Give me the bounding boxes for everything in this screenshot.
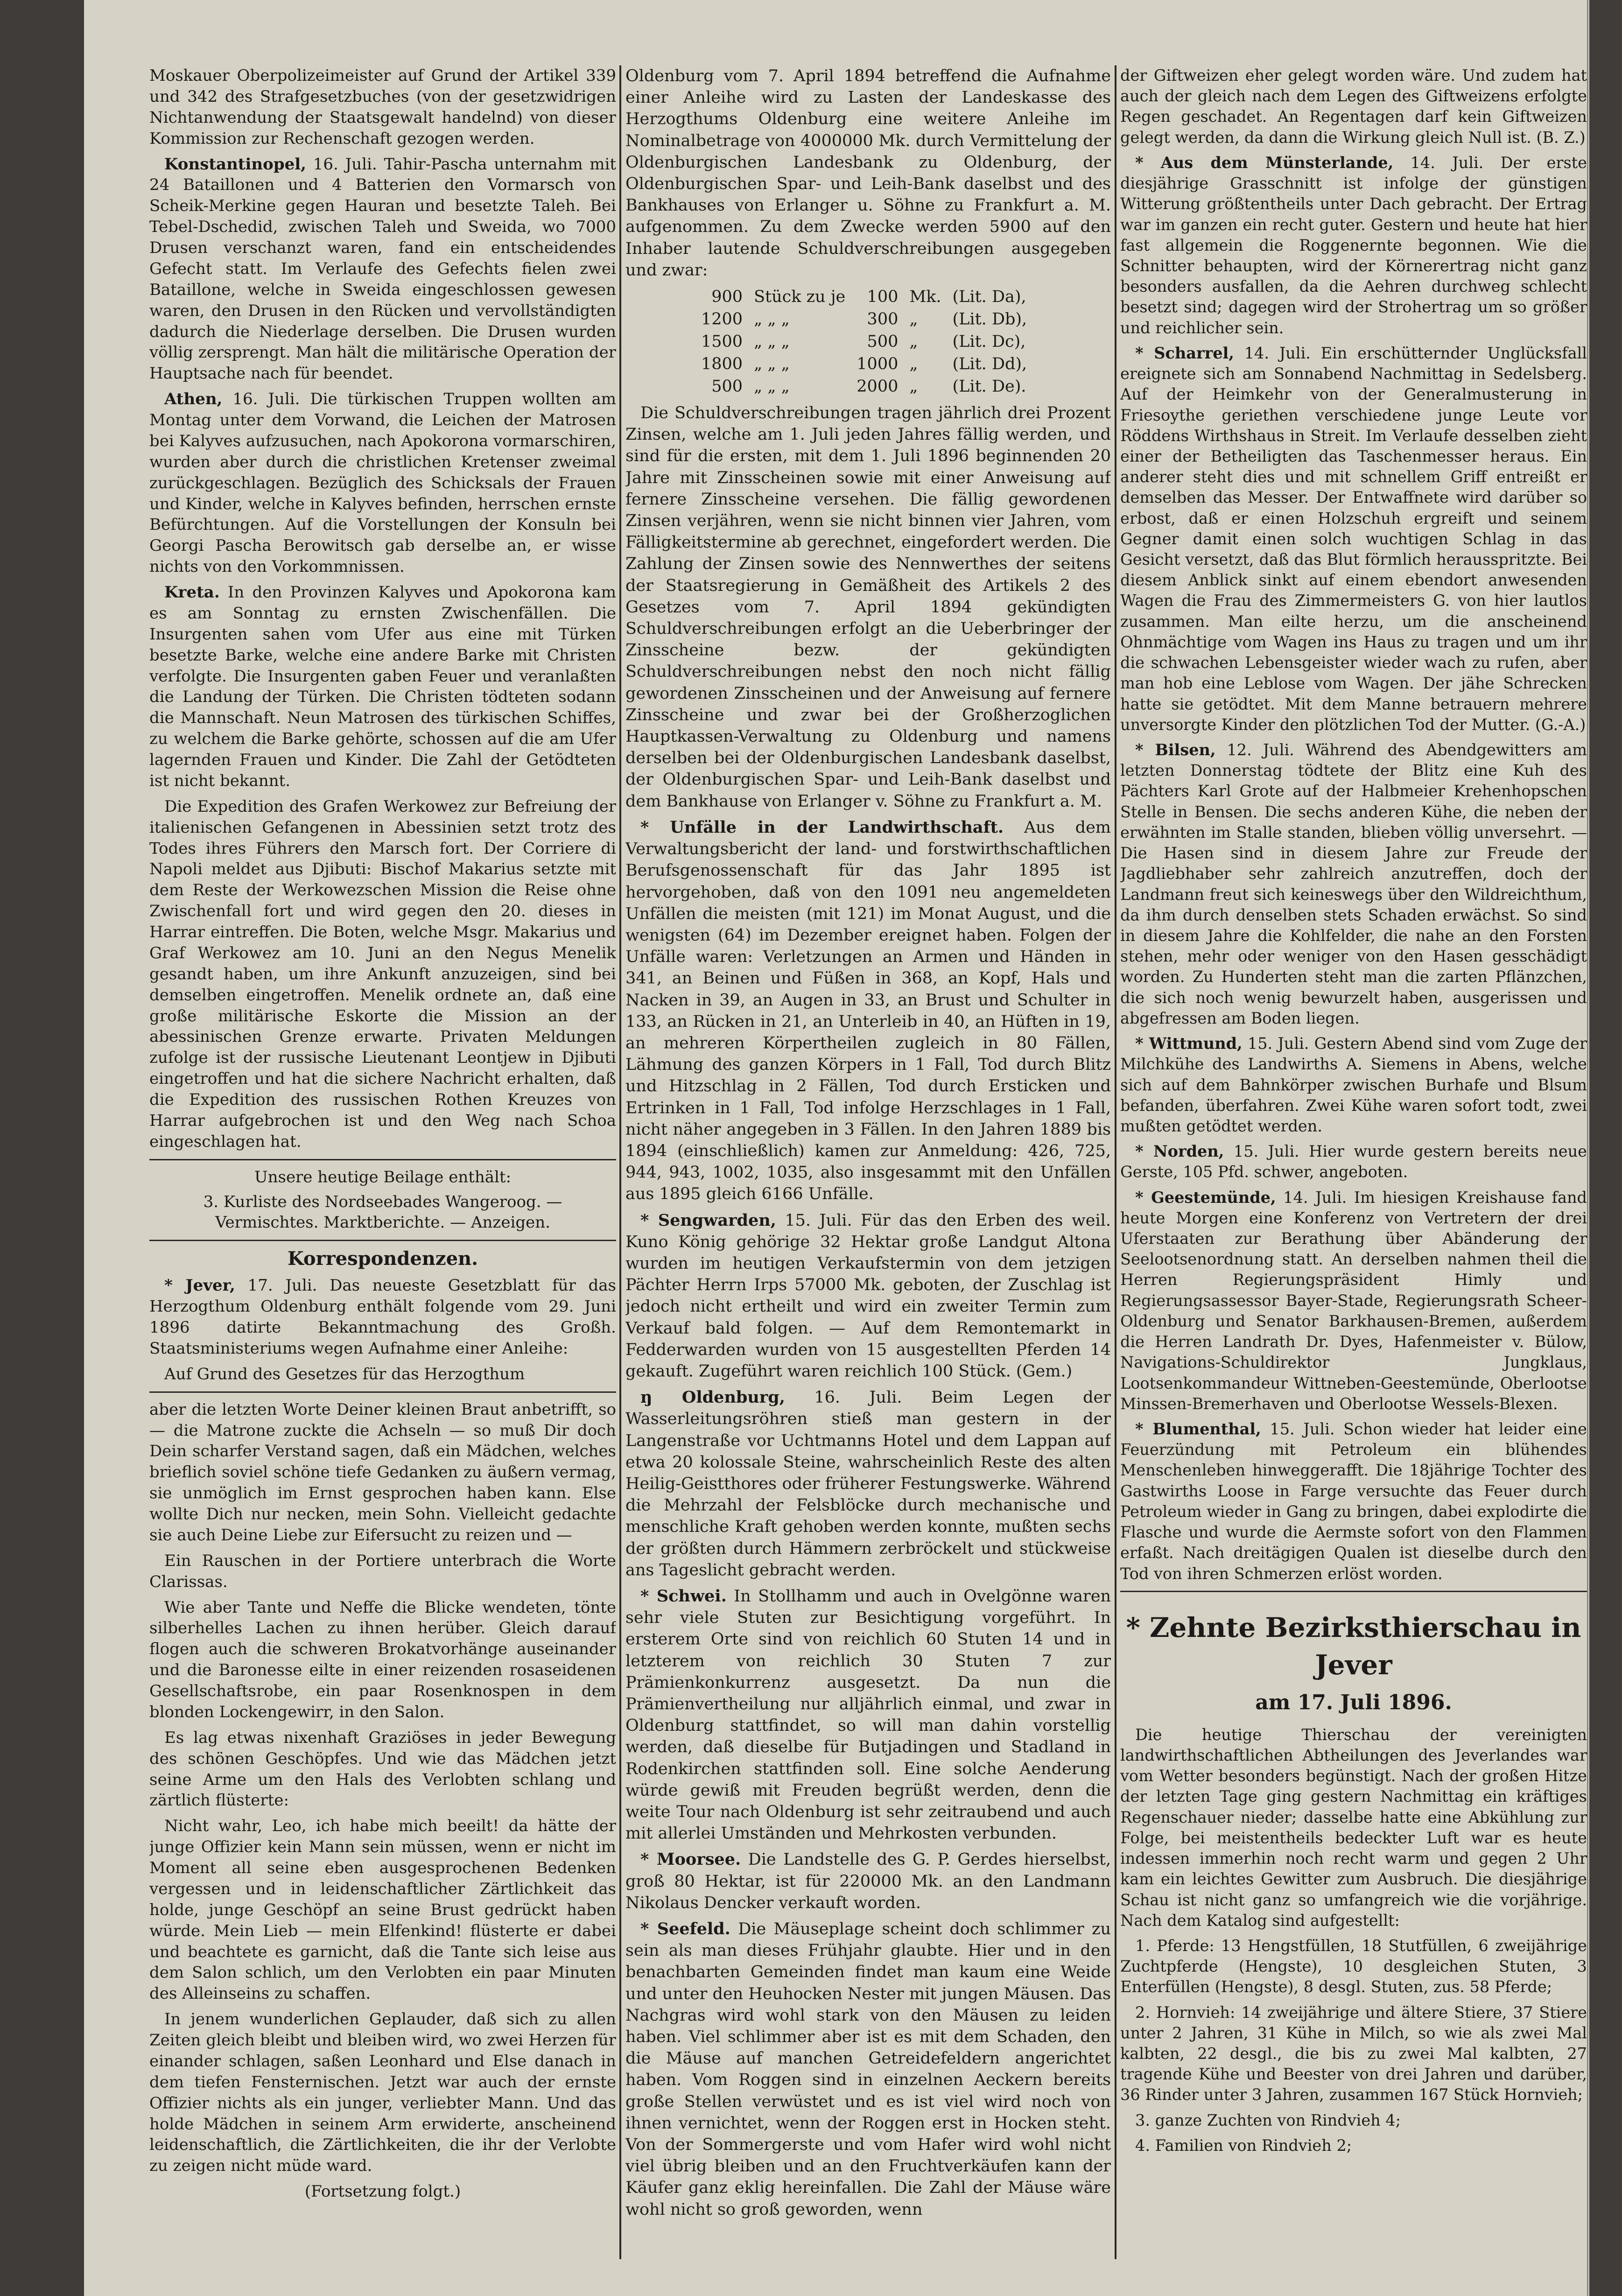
paragraph-text: 17. Juli. Das neueste Gesetzblatt für das Herzogthum Oldenburg enthält folgende vom 29. Juni 1896 datirte Bekanntmachung des Großh. Staatsministeriums wegen Aufnahme einer Anleihe: — [149, 1276, 616, 1358]
paragraph-kreta — [149, 582, 616, 792]
bond-table-row — [695, 308, 1032, 330]
column-rule-right — [1115, 65, 1116, 2259]
dateline: * Seefeld. — [640, 1919, 730, 1939]
dateline: * Blumenthal, — [1135, 1420, 1261, 1438]
section-heading: Korrespondenzen. — [287, 1248, 478, 1270]
bond-table-row — [695, 353, 1032, 375]
bond-table-cell: (Lit. Db), — [952, 309, 1027, 329]
bond-table-body — [695, 286, 1032, 398]
bond-table-cell: „ „ „ — [754, 354, 790, 373]
paragraph-text: 15. Juli. Schon wieder hat leider eine Feuerzündung mit Petroleum ein blühendes Menschenleben hinweggerafft. Die 18jährige Tochter des Gastwirths Loose in Farge versuchte das Feuer durch Petroleum wieder in Gang zu bringen, dabei explodirte die Flasche und wurde die Aermste sofort von den Flammen erfaßt. Nach dreitägigen Qualen ist dieselbe durch den Tod von ihren Schmerzen erlöst worden. — [1120, 1420, 1587, 1583]
column-rule-left — [619, 65, 621, 2259]
bond-table-cell: 1500 — [701, 332, 743, 351]
supplement-note-title: Unsere heutige Beilage enthält: — [254, 1167, 512, 1187]
paragraph-giftweizen: der Giftweizen eher gelegt worden wäre. Und zudem hat auch der gleich nach dem Legen des Giftweizens erfolgte Regen geschadet. An Regentagen darf kein Giftweizen gelegt werden, da dann die Wirkung gleich Null ist. (B. Z.) — [1120, 66, 1587, 147]
paragraph-text: 16. Juli. Beim Legen der Wasserleitungsröhren stieß man gestern in der Langenstraße vor Uchtmanns Hotel und dem Lappan auf etwa 20 kolossale Steine, wahrscheinlich Reste des alten Heilig-Geistthores oder früherer Festungswerke. Während die Mehrzahl der Felsblöcke durch mechanische und menschliche Kraft gehoben werden konnte, mußten sechs der größten durch Hämmern zerbröckelt und stückweise ans Tageslicht gebracht werden. — [625, 1388, 1111, 1580]
article-headline: * Zehnte Bezirksthierschau in Jever — [1126, 1611, 1581, 1681]
bond-table-cell: 2000 — [857, 377, 899, 396]
paragraph-text: 15. Juli. Hier wurde gestern bereits neue Gerste, 105 Pfd. schwer, angeboten. — [1120, 1142, 1587, 1181]
paragraph-text: 16. Juli. Die türkischen Truppen wollten am Montag unter dem Vorwand, die Leichen der Matrosen bei Kalyves aufzusuchen, nach Apokorona vormarschiren, wurden aber durch die christlichen Kretenser zweimal zurückgeschlagen. Bezüglich des Schicksals der Frauen und Kinder, welche in Kalyves befinden, herrschen ernste Befürchtungen. Auf die Vorstellungen der Konsuln bei Georgi Pascha Berowitsch gab derselbe an, er wisse nichts von den Vorkommnissen. — [149, 390, 616, 576]
catalog-item: 1. Pferde: 13 Hengstfüllen, 18 Stutfüllen, 6 zweijährige Zuchtpferde (Hengste), 10 desgleichen Stuten, 3 Enterfüllen (Hengste), 8 desgl. Stuten, zus. 58 Pferde; — [1120, 1936, 1587, 1996]
feuilleton-paragraph: In jenem wunderlichen Geplauder, daß sich zu allen Zeiten gleich bleibt und bleiben wird, wo zwei Herzen für einander schlagen, saßen Leonhard und Else danach in dem tiefen Fensternischen. Jetzt war auch der ernste Offizier nichts als ein junger, verliebter Mann. Und das holde Mädchen in seinem Arm erwiderte, anscheinend leidenschaftlich, die Zärtlichkeiten, die ihr der Verlobte zu zeigen nicht müde ward. — [149, 2010, 616, 2176]
paragraph-bilsen — [1120, 740, 1587, 1029]
paragraph-text: 14. Juli. Ein erschütternder Unglücksfall ereignete sich am Sonnabend Nachmittag in Sedelsberg. Auf der Heimkehr von der Generalmusterung in Friesoythe geriethen verschiedene junge Leute vor Röddens Wirthshaus in Streit. Im Verlaufe desselben zieht einer der Betheiligten das Taschenmesser heraus. Ein anderer steht dies und mit schnellem Griff entreißt er demselben das Messer. Der Entwaffnete wird darüber so erbost, daß er einen Holzschuh ergreift und seinem Gegner damit einen solch wuchtigen Schlag in das Gesicht versetzt, daß das Blut förmlich herausspritzte. Bei diesem Anblick sinkt auf einem ebendort anwesenden Wagen die Frau des Zimmermeisters G. von hier lautlos zusammen. Man eilte herzu, um die anscheinend Ohnmächtige vom Wagen ins Haus zu tragen und um ihr die schwachen Lebensgeister wieder wach zu rufen, aber man hob eine Leblose vom Wagen. Der jähe Schrecken hatte sie getödtet. Mit dem Manne betrauern mehrere unversorgte Kinder den plötzlichen Tod der Mutter. (G.-A.) — [1120, 344, 1587, 734]
catalog-item: 2. Hornvieh: 14 zweijährige und ältere Stiere, 37 Stiere unter 2 Jahren, 31 Kühe in Milch, so wie als zwei Mal kalbten, 22 desgl., die bis zu zwei Mal kalbten, 27 tragende Kühe und Beester von drei Jahren und darüber, 36 Rinder unter 3 Jahren, zusammen 167 Stück Hornvieh; — [1120, 2003, 1587, 2104]
dateline: * Scharrel, — [1135, 344, 1234, 362]
dateline: * Wittmund, — [1135, 1034, 1243, 1053]
paragraph-text: In Stollhamm und auch in Ovelgönne waren sehr viele Stuten zur Besichtigung vorgeführt. In ersterem Orte sind von reichlich 60 Stuten 14 und in letzterem von reichlich 30 Stuten 7 zur Prämienkonkurrenz ausgesetzt. Da nun die Prämienvertheilung nur alljährlich einmal, und zwar in Oldenburg stattfindet, so will man dahin vorstellig werden, daß dieselbe für Butjadingen und Stadland in Rodenkirchen stattfinden soll. Eine solche Aenderung würde gewiß mit Freuden begrüßt werden, denn die weite Tour nach Oldenburg ist sehr zeitraubend und auch mit allerlei Umständen und Mehrkosten verbunden. — [625, 1587, 1111, 1843]
bond-table-cell: 1000 — [857, 354, 899, 373]
paragraph-schwei — [625, 1586, 1111, 1844]
bond-table-cell: „ „ „ — [754, 332, 790, 351]
bond-table-row — [695, 330, 1032, 353]
feuilleton-paragraph: Ein Rauschen in der Portiere unterbrach die Worte Clarissas. — [149, 1551, 616, 1591]
paragraph-thierschau: Die heutige Thierschau der vereinigten landwirthschaftlichen Abtheilungen des Jeverlandes war vom Wetter besonders begünstigt. Nach der großen Hitze der letzten Tage ging gestern Nachmittag ein kräftiges Regenschauer nieder; dasselbe hatte eine Abkühlung zur Folge, bei meistentheils bedeckter Luft war es heute indessen immerhin noch recht warm und gegen 2 Uhr kam ein leichtes Gewitter zum Ausbruch. Die diesjährige Schau ist nicht ganz so umfangreich wie die vorjährige. Nach dem Katalog sind aufgestellt: — [1120, 1725, 1587, 1930]
paragraph-text: In den Provinzen Kalyves und Apokorona kam es am Sonntag zu ernsten Zwischenfällen. Die Insurgenten sahen vom Ufer aus eine mit Türken besetzte Barke, welche eine andere Barke mit Christen verfolgte. Die Insurgenten gaben Feuer und veranlaßten die Landung der Türken. Die Christen tödteten sodann die Mannschaft. Neun Matrosen des türkischen Schiffes, zu welchem die Barke gehörte, schossen auf die am Ufer lagernden Frauen und Kinder. Die Zahl der Getödteten ist nicht bekannt. — [149, 583, 616, 790]
paragraph-jever-cont: Auf Grund des Gesetzes für das Herzogthum — [164, 1364, 525, 1383]
dateline: * Schwei. — [640, 1587, 727, 1606]
bond-table-cell: 1200 — [701, 309, 743, 329]
dateline: Konstantinopel, — [164, 154, 306, 174]
paragraph-moorsee — [625, 1849, 1111, 1914]
paragraph-text: 12. Juli. Während des Abendgewitters am letzten Donnerstag tödtete der Blitz eine Kuh des Pächters Karl Grote auf der Halbmeier Krehenhopschen Stelle in Bensen. Die sechs anderen Kühe, die neben der erwähnten im Stalle standen, blieben völlig unversehrt. — Die Hasen sind in diesem Jahre zur Freude der Jagdliebhaber sehr zahlreich anzutreffen, doch der Landmann freut sich keineswegs über den Wildreichthum, da ihm durch denselben stets Schaden erwächst. So sind in diesem Jahre die Kohlfelder, die nahe an den Forsten stehen, mehr oder weniger von den Hasen gesschädigt worden. Zu Hunderten steht man die zarten Pflänzchen, die sich noch wenig bewurzelt haben, ausgerissen und abgefressen am Boden liegen. — [1120, 741, 1587, 1027]
bond-table-cell: 100 — [867, 287, 899, 306]
dateline: Athen, — [164, 390, 223, 409]
page-edge — [1587, 0, 1588, 2296]
divider — [149, 1159, 616, 1160]
dateline: * Bilsen, — [1135, 741, 1216, 759]
feuilleton-paragraph: Es lag etwas nixenhaft Graziöses in jeder Bewegung des schönen Geschöpfes. Und wie das Mädchen jetzt seine Arme um den Hals des Verlobten schlang und zärtlich flüsterte: — [149, 1728, 616, 1810]
column-3 — [1120, 65, 1587, 2268]
dateline: * Unfälle in der Landwirthschaft. — [640, 817, 1004, 837]
bond-table-cell: 1800 — [701, 354, 743, 373]
catalog-item: 4. Familien von Rindvieh 2; — [1135, 2136, 1352, 2155]
feuilleton-divider — [149, 1391, 616, 1393]
bond-table-cell: „ „ „ — [754, 309, 790, 329]
dateline: * Jever, — [164, 1276, 235, 1295]
paragraph-anleihe: Oldenburg vom 7. April 1894 betreffend die Aufnahme einer Anleihe wird zu Lasten der Landeskasse des Herzogthums Oldenburg eine weitere Anleihe im Nominalbetrage von 4000000 Mk. durch Vermittelung der Oldenburgischen Landesbank zu Oldenburg, der Oldenburgischen Spar- und Leih-Bank daselbst und des Bankhauses von Erlanger u. Söhne zu Frankfurt a. M. aufgenommen. Zu dem Zwecke werden 5900 auf den Inhaber lautende Schuldverschreibungen ausgegeben und zwar: — [625, 67, 1111, 280]
paragraph-muensterland — [1120, 153, 1587, 338]
bond-table-cell: (Lit. Dc), — [952, 332, 1026, 351]
paragraph-geestemuende — [1120, 1187, 1587, 1414]
bond-table-cell: (Lit. Dd), — [952, 354, 1027, 373]
bond-table-cell: (Lit. Da), — [952, 287, 1026, 306]
dateline: * Geestemünde, — [1135, 1188, 1276, 1207]
paragraph-text: 15. Juli. Für das den Erben des weil. Kuno König gehörige 32 Hektar große Landgut Altona wurden im heutigen Verkaufstermin von dem jetzigen Pächter Herrn Irps 57000 Mk. geboten, der Zuschlag ist jedoch nicht ertheilt und wird ein zweiter Termin zum Verkauf bald folgen. — Auf dem Remontemarkt in Fedderwarden wurden von 15 ausgestellten Pferden 14 gekauft. Zugeführt waren reichlich 100 Stück. (Gem.) — [625, 1211, 1111, 1381]
paragraph-text: 14. Juli. Der erste diesjährige Grasschnitt ist infolge der günstigen Witterung größtentheils unter Dach gebracht. Der Ertrag war im ganzen ein recht guter. Gestern und heute hat hier fast allgemein die Roggenernte begonnen. Wie die Schnitter behaupten, wird der Körnerertrag nicht ganz besonders ausfallen, da die Aehren durchweg schlecht besetzt sind; dagegen wird der Strohertrag um so größer und reichlicher sein. — [1120, 153, 1587, 337]
paragraph-text: Aus dem Verwaltungsbericht der land- und forstwirthschaftlichen Berufsgenossenschaft für das Jahr 1895 ist hervorgehoben, daß von den 1091 neu angemeldeten Unfällen die meisten (mit 121) im Monat August, und die wenigsten (64) im Dezember ereignet haben. Folgen der Unfälle waren: Verletzungen an Armen und Händen in 341, an Beinen und Füßen in 368, an Kopf, Hals und Nacken in 39, an Augen in 33, an Brust und Schulter in 133, an Rücken in 21, an Unterleib in 40, an Hüften in 19, an mehreren Körpertheilen zugleich in 80 Fällen, Lähmung des ganzen Körpers in 1 Fall, Tod durch Blitz und Hitzschlag in 2 Fällen, Tod durch Ersticken und Ertrinken in 1 Fall, Tod infolge Herzschlages in 1 Fall, nicht näher angegeben in 3 Fällen. In den Jahren 1889 bis 1894 (einschließlich) kamen zur Anmeldung: 426, 725, 944, 943, 1002, 1035, also insgesammt mit den Unfällen aus 1895 gleich 6166 Unfälle. — [625, 818, 1111, 1204]
paragraph-athen — [149, 389, 616, 577]
dateline: * Sengwarden, — [640, 1210, 776, 1230]
bond-table-cell: 300 — [867, 309, 899, 329]
paragraph-sengwarden — [625, 1210, 1111, 1383]
paragraph-text: Die Mäuseplage scheint doch schlimmer zu sein als man dieses Frühjahr glaubte. Hier und in den benachbarten Gemeinden findet man kaum eine Weide und unter den Heuhocken Nester mit jungen Mäusen. Das Nachgras wird wohl stark von den Mäusen zu leiden haben. Viel schlimmer aber ist es mit dem Schaden, den die Mäuse auf manchen Getreidefeldern angerichtet haben. Vom Roggen sind in einzelnen Aeckern bereits große Stellen verwüstet und es ist viel wird noch von ihnen vernichtet, wenn der Roggen erst in Hocken steht. Von der Sommergerste und vom Hafer wird wohl nicht viel übrig bleiben und an den Fruchtverkäufen kann der Käufer ganz eklig hereinfallen. Die Zahl der Mäuse wäre wohl nicht so groß geworden, wenn — [625, 1920, 1111, 2219]
paragraph-schuldverschreibungen: Die Schuldverschreibungen tragen jährlich drei Prozent Zinsen, welche am 1. Juli jeden Jahres fällig werden, und sind für die ersten, mit dem 1. Juli 1896 beginnenden 20 Jahre mit Zinsscheinen sowie mit einer Anweisung auf fernere Zinsscheine versehen. Die fällig gewordenen Zinsen verjähren, wenn sie nicht binnen vier Jahren, vom Fälligkeitstermine ab gerechnet, eingefordert werden. Die Zahlung der Zinsen sowie des Nennwerthes der seitens der Staatsregierung in Gemäßheit des Artikels 2 des Gesetzes vom 7. April 1894 gekündigten Schuldverschreibungen erfolgt an die Ueberbringer der Zinsscheine bezw. der gekündigten Schuldverschreibungen nebst den noch nicht fällig gewordenen Zinsscheinen und der Anweisung auf fernere Zinsscheine und zwar bei der Großherzoglichen Hauptkassen-Verwaltung zu Oldenburg und namens derselben bei der Oldenburgischen Landesbank daselbst, der Oldenburgischen Spar- und Leih-Bank daselbst und dem Bankhause von Erlanger v. Söhne zu Frankfurt a. M. — [625, 404, 1111, 811]
paragraph-blumenthal — [1120, 1419, 1587, 1584]
feuilleton-paragraph: Nicht wahr, Leo, ich habe mich beeilt! da hätte der junge Offizier kein Mann sein müssen, wenn er nicht im Moment all seine eben ausgesprochenen Bedenken vergessen und in leidenschaftlicher Zärtlichkeit das holde, junge Geschöpf an seine Brust gedrückt haben würde. Mein Lieb — mein Elfenkind! flüsterte er dabei und beachtete es garnicht, daß die Tante sich leise aus dem Salon schlich, um den Verlobten ein paar Minuten des Alleinseins zu schaffen. — [149, 1817, 616, 2003]
feuilleton-paragraph: Wie aber Tante und Neffe die Blicke wendeten, tönte silberhelles Lachen zu ihnen herüber. Gleich darauf flogen auch die schweren Brokatvorhänge auseinander und die Baronesse eilte in einer reizenden rosaseidenen Gesellschaftsrobe, ein paar Rosenknospen in dem blonden Lockengewirr, in den Salon. — [149, 1598, 616, 1721]
bond-table — [695, 286, 1032, 398]
bond-table-cell: 500 — [867, 332, 899, 351]
paragraph-text: 15. Juli. Gestern Abend sind vom Zuge der Milchkühe des Landwirths A. Siemens in Abens, welche sich auf dem Bahnkörper zwischen Burhafe und Blsum befanden, überfahren. Zwei Kühe waren sofort todt, zwei mußten getödtet werden. — [1120, 1034, 1587, 1135]
paragraph-text: Die Landstelle des G. P. Gerdes hierselbst, groß 80 Hektar, ist für 220000 Mk. an den Landmann Nikolaus Dencker verkauft worden. — [625, 1850, 1111, 1912]
paragraph-oldenburg — [625, 1387, 1111, 1581]
paragraph-expedition: Die Expedition des Grafen Werkowez zur Befreiung der italienischen Gefangenen in Abessinien setzt trotz des Todes ihres Führers den Marsch fort. Der Corriere di Napoli meldet aus Djibuti: Bischof Makarius setzte mit dem Reste der Werkowezschen Mission die Reise ohne Zwischenfall fort und wird gegen den 20. dieses in Harrar eintreffen. Die Boten, welche Msgr. Makarius und Graf Werkowez am 10. Juni an den Negus Menelik gesandt haben, um ihre Ankunft anzuzeigen, sind bei demselben eingetroffen. Menelik ordnete an, daß eine große militärische Eskorte die Mission an der abessinischen Grenze erwarte. Privaten Meldungen zufolge ist der russische Lieutenant Leontjew in Djibuti eingetroffen und hat die sichere Nachricht erhalten, daß die Expedition des russischen Rothen Kreuzes von Harrar aufgebrochen ist und den Weg nach Schoa eingeschlagen hat. — [149, 797, 616, 1151]
divider — [149, 1240, 616, 1241]
bond-table-cell: „ „ „ — [754, 377, 790, 396]
paragraph-scharrel — [1120, 343, 1587, 735]
bond-table-cell: 900 — [711, 287, 743, 306]
paragraph-text: 14. Juli. Im hiesigen Kreishause fand heute Morgen eine Konferenz von Vertretern der drei Uferstaaten zur Berathung über Abänderung der Seelootsenordnung statt. An derselben nahmen theil die Herren Regierungspräsident Himly und Regierungsassessor Bayer-Stade, Regierungsrath Scheer-Oldenburg und Senator Barkhausen-Bremen, außerdem die Herren Landrath Dr. Dyes, Hafenmeister v. Bülow, Navigations-Schuldirektor Jungklaus, Lootsenkommandeur Wittneben-Geestemünde, Oberlootse Minssen-Bremerhaven und Oberlootse Wessels-Blexen. — [1120, 1188, 1587, 1413]
continuation-note: (Fortsetzung folgt.) — [304, 2182, 461, 2201]
dateline: * Norden, — [1135, 1142, 1224, 1161]
bond-table-cell: „ — [909, 354, 918, 373]
bond-table-cell: „ — [909, 332, 918, 351]
bond-table-cell: 500 — [711, 377, 743, 396]
catalog-item: 3. ganze Zuchten von Rindvieh 4; — [1135, 2111, 1401, 2129]
supplement-note-content: 3. Kurliste des Nordseebades Wangeroog. — Vermischtes. Marktberichte. — Anzeigen. — [203, 1192, 562, 1232]
paragraph-wittmund — [1120, 1033, 1587, 1137]
divider — [1120, 1591, 1587, 1592]
article-date: am 17. Juli 1896. — [1255, 1690, 1452, 1714]
column-1 — [149, 65, 616, 2268]
paragraph-norden — [1120, 1141, 1587, 1182]
bond-table-cell: „ — [909, 309, 918, 329]
bond-table-cell: „ — [909, 377, 918, 396]
column-2 — [625, 65, 1111, 2268]
paragraph-moscow: Moskauer Oberpolizeimeister auf Grund der Artikel 339 und 342 des Strafgesetzbuches (von der gesetzwidrigen Nichtanwendung der Staatsgewalt handelnd) von dieser Kommission zur Rechenschaft gezogen werden. — [149, 66, 616, 148]
dateline: * Aus dem Münsterlande, — [1135, 153, 1394, 172]
bond-table-row — [695, 375, 1032, 398]
dateline: ŋ Oldenburg, — [640, 1388, 785, 1407]
paragraph-jever — [149, 1275, 616, 1359]
paragraph-seefeld — [625, 1918, 1111, 2220]
paragraph-unfaelle — [625, 817, 1111, 1205]
dateline: * Moorsee. — [640, 1850, 741, 1869]
bond-table-cell: Mk. — [909, 287, 941, 306]
bond-table-cell: Stück zu je — [754, 287, 846, 306]
bond-table-row — [695, 286, 1032, 308]
bond-table-cell: (Lit. De). — [952, 377, 1026, 396]
feuilleton-paragraph: aber die letzten Worte Deiner kleinen Braut anbetrifft, so — die Matrone zuckte die Achseln — so muß Dir doch Dein scharfer Verstand sagen, daß ein Mädchen, welches brieflich soviel schöne tiefe Gedanken zu äußern vermag, sie unmöglich im Ernst gesprochen haben kann. Else wollte Dich nur necken, mein Sohn. Vielleicht gedachte sie auch Deine Liebe zur Eifersucht zu reizen und — — [149, 1400, 616, 1545]
dateline: Kreta. — [164, 583, 220, 602]
paragraph-konstantinopel — [149, 154, 616, 385]
paragraph-text: 16. Juli. Tahir-Pascha unternahm mit 24 Bataillonen und 4 Batterien den Vormarsch von Scheik-Merkine gegen Hauran und besetzte Taleh. Bei Tebel-Dschedid, zwischen Taleh und Sweida, wo 7000 Drusen verschanzt waren, fand ein entscheidendes Gefecht statt. Im Verlaufe des Gefechts fielen zwei Bataillone, welche in Sweida eingeschlossen gewesen waren, den Drusen in den Rücken und vervollständigten dadurch die Niederlage derselben. Die Drusen wurden völlig zersprengt. Man hält die militärische Operation der Hauptsache nach für beendet. — [149, 154, 616, 383]
